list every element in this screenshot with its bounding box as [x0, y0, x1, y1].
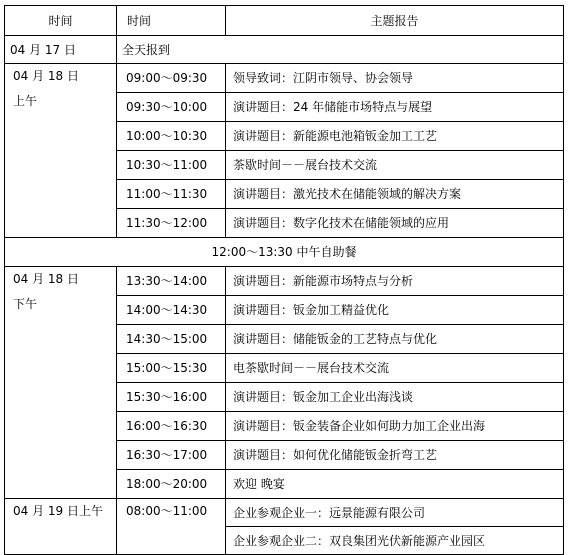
- lunch-row: [5, 238, 564, 267]
- schedule-row: [5, 267, 564, 296]
- afternoon-period: 下午: [13, 297, 38, 311]
- session-time: 14:00～14:30: [117, 296, 226, 325]
- header-topic: 主题报告: [226, 6, 564, 36]
- session-time: 09:00～09:30: [117, 64, 226, 93]
- morning-period: 上午: [13, 94, 38, 108]
- session-time: 10:30～11:00: [117, 151, 226, 180]
- afternoon-date: 04 月 18 日: [13, 272, 79, 286]
- session-time: 16:30～17:00: [117, 441, 226, 470]
- day1-text: 全天报到: [117, 36, 564, 64]
- visit-row: [5, 499, 564, 527]
- session-topic: 演讲题目：新能源电池箱钣金加工工艺: [226, 122, 564, 151]
- session-time: 09:30～10:00: [117, 93, 226, 122]
- session-topic: 演讲题目：钣金装备企业如何助力加工企业出海: [226, 412, 564, 441]
- day3-time: 08:00～11:00: [126, 504, 208, 518]
- header-row: [5, 6, 564, 36]
- morning-date: 04 月 18 日: [13, 69, 79, 83]
- lunch-text: 12:00～13:30 中午自助餐: [5, 238, 564, 267]
- session-time: 15:00～15:30: [117, 354, 226, 383]
- day3-date: 04 月 19 日上午: [13, 504, 103, 518]
- session-topic: 欢迎 晚宴: [226, 470, 564, 499]
- session-time: 10:00～10:30: [117, 122, 226, 151]
- visit-item: 企业参观企业一：远景能源有限公司: [226, 499, 564, 527]
- day3-time-cell: [117, 499, 226, 555]
- header-time: 时间: [117, 6, 226, 36]
- visit-item: 企业参观企业二：双良集团光伏新能源产业园区: [226, 527, 564, 555]
- header-date: 时间: [5, 6, 117, 36]
- session-topic: 领导致词：江阴市领导、协会领导: [226, 64, 564, 93]
- session-topic: 演讲题目：储能钣金的工艺特点与优化: [226, 325, 564, 354]
- session-topic: 电茶歇时间－－展台技术交流: [226, 354, 564, 383]
- session-topic: 演讲题目：24 年储能市场特点与展望: [226, 93, 564, 122]
- day1-date: 04 月 17 日: [5, 36, 117, 64]
- session-topic: 演讲题目：钣金加工精益优化: [226, 296, 564, 325]
- afternoon-date-cell: [5, 267, 117, 499]
- session-topic: 演讲题目：激光技术在储能领域的解决方案: [226, 180, 564, 209]
- session-topic: 演讲题目：如何优化储能钣金折弯工艺: [226, 441, 564, 470]
- session-time: 13:30～14:00: [117, 267, 226, 296]
- session-time: 15:30～16:00: [117, 383, 226, 412]
- session-time: 16:00～16:30: [117, 412, 226, 441]
- session-topic: 演讲题目：数字化技术在储能领域的应用: [226, 209, 564, 238]
- session-time: 11:30～12:00: [117, 209, 226, 238]
- schedule-row: [5, 64, 564, 93]
- session-time: 14:30～15:00: [117, 325, 226, 354]
- morning-date-cell: [5, 64, 117, 238]
- schedule-table: [4, 5, 564, 555]
- session-topic: 演讲题目：钣金加工企业出海浅谈: [226, 383, 564, 412]
- session-topic: 演讲题目：新能源市场特点与分析: [226, 267, 564, 296]
- session-time: 18:00～20:00: [117, 470, 226, 499]
- session-topic: 茶歇时间－－展台技术交流: [226, 151, 564, 180]
- session-time: 11:00～11:30: [117, 180, 226, 209]
- day3-date-cell: [5, 499, 117, 555]
- day1-row: [5, 36, 564, 64]
